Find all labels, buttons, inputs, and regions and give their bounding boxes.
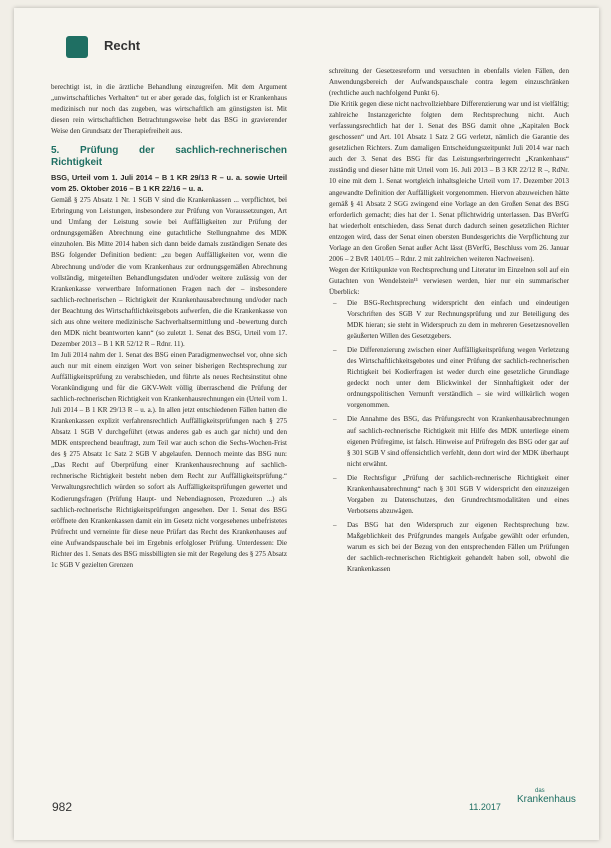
body-paragraph: schreitung der Gesetzesreform und versuchten in ebenfalls vielen Fällen, den Anwendungsbereich der Aufwandspauschale contra legem einzuschränken (rechtliche auch nachfolgend Punkt 6). <box>329 67 569 98</box>
bullet-list <box>329 298 569 575</box>
document-page <box>14 8 599 840</box>
body-paragraph: Die Kritik gegen diese nicht nachvollziehbare Differenzierung war und ist vielfältig; zahlreiche Instanzgerichte folgten dem Rechtsprechung nicht. Auch verfassungsrechtlich hat der 1. Senat des BSG damit ohne „Kapitalen Bock geschossen“ und Art. 101 Absatz 1 Satz 2 GG verletzt, nämlich die Garantie des gesetzlichen Richters. Zum damaligen Entscheidungszeitpunkt Juli 2014 war nach auch der 3. Senat des BSG für das Leistungserbringerrecht „Krankenhaus“ zuständig und dieser hätte mit Urteil vom 16. Juli 2013 – B 3 KR 22/12 R –, RdNr. 10 eine mit dem 1. Senat wortgleich inhaltsgleiche Urteil vom 17. Dezember 2013 angewandte Definition der Auffälligkeit vorgenommen. Hiervon abzuweichen hätte gemäß § 41 Absatz 2 SGG zwingend eine Vorlage an den Großen Senat des BSG erforderlich gemacht; dies hat der 1. Senat pflichtwidrig unterlassen. Das BVerfG hat wiederholt entschieden, dass Senat durch dadurch seinen gesetzlichen Richter entzogen wird, dass der Senat einen obersten Bundesgerichts die Verpflichtung zur Vorlage an den Großen Senat außer Acht lässt (BVerfG, Beschluss vom 26. Januar 2006 – 2 BvR 1401/05 – Rdnr. 2 mit zahlreichen weiteren Nachweisen). <box>329 100 569 263</box>
magazine-logo <box>517 788 576 805</box>
list-item: – Die Annahme des BSG, das Prüfungsrecht von Krankenhausabrechnungen auf sachlich-rechnerische Richtigkeit mit Hilfe des MDK unterliege einem eigenen Prüfregime, ist falsch. Hinweise auf Prüfregeln des BSG oder gar auf § 301 SGB V sind offensichtlich verfehlt, denn dort wird der MDK überhaupt nicht erwähnt. <box>329 414 569 469</box>
page-number: 982 <box>52 800 73 814</box>
right-column <box>329 66 569 578</box>
body-paragraph: Wegen der Kritikpunkte von Rechtsprechung und Literatur im Einzelnen soll auf ein Gutachten von Wendelstein¹¹ verwiesen werden, hier nur ein summarischer Überblick: <box>329 265 569 296</box>
section-marker-icon <box>66 36 88 58</box>
body-paragraph: Im Juli 2014 nahm der 1. Senat des BSG einen Paradigmenwechsel vor, ohne sich auch nur mit einem einzigen Wort von seiner bisherigen Rechtsprechung zur Auffälligkeitsprüfung zu verabschieden, und führte als neues Rechtsinstitut ohne Vorankündigung und für die GKV-Welt völlig überraschend die Prüfung der sachlich-rechnerischen Richtigkeit von Krankenhausrechnungen ein (Urteil vom 1. Juli 2014 – B 1 KR 29/13 R – u. a.). In allen jetzt entschiedenen Fällen hatten die Krankenkassen explizit verfahrensrechtlich Auffälligkeitsprüfungen nach § 275 Absatz 1 SGB V durchgeführt (etwas anderes gab es auch gar nicht) und den MDK entsprechend beauftragt, zum Teil war auch schon die Sechs-Wochen-Frist des § 275 Absatz 1c Satz 2 SGB V abgelaufen. Dennoch meinte das BSG nun: „Das Recht auf Überprüfung einer Krankenhausrechnung auf sachlich-rechnerische Richtigkeit besteht neben dem Recht zur Auffälligkeitsprüfung.“ Verwaltungsrechtlich würden so sofort als Auffälligkeitsprüfungen gewertet und Kodierungsfragen (Prüfung Haupt- und Nebendiagnosen, Prozeduren ...) als sachlich-rechnerische Richtigkeitsprüfungen angesehen. Der 1. Senat des BSG eröffnete den Krankenkassen damit ein im Gesetz nicht vorgesehenes unbefristetes Prüfrecht und verneinte für diese neue Prüfart das Recht des Krankenhauses auf eine Aufwandspauschale bei im Ergebnis erfolgloser Prüfung. Unterdessen: Die Richter des 1. Senats des BSG missbilligten sie mit der Regelung des § 275 Absatz 1c SGB V gezielten Grenzen <box>51 350 287 569</box>
list-item: – Die Differenzierung zwischen einer Auffälligkeitsprüfung wegen Verletzung des Wirtschaftlichkeitsgebotes und einer Prüfung der sachlich-rechnerischen Richtigkeit bei Kodierfragen ist weder durch eine gesetzliche Grundlage gedeckt noch unter dem Blickwinkel der Sinnhaftigkeit oder der ordnungspolitischen Vernunft verständlich – sie wird willkürlich wogen vorgenommen. <box>329 345 569 411</box>
list-item: – Das BSG hat den Widerspruch zur eigenen Rechtsprechung bzw. Maßgeblichkeit des Prüfgrundes mangels Aufgabe gewählt oder erfunden, warum es sich bei der Bezug von den entsprechenden Fällen um Prüfungen der sachlich-rechnerischen Richtigkeit gehandelt haben soll, obwohl die Krankenkassen <box>329 520 569 575</box>
body-paragraph: Gemäß § 275 Absatz 1 Nr. 1 SGB V sind die Krankenkassen ... verpflichtet, bei Erbringung von Leistungen, insbesondere zur Prüfung von Voraussetzungen, Art und Umfang der Leistung sowie bei Auffälligkeiten zur Prüfung der ordnungsgemäßen Abrechnung eine gutachtliche Stellungnahme des MDK einzuholen. Bis Mitte 2014 haben sich dann beide damals zuständigen Senate des BSG folgender Definition bedient: „zu begen Auffälligkeiten vor, wenn die Abrechnung und/oder die vom Krankenhaus zur ordnungsgemäßen Abrechnung vollständig, mitgeteilten Behandlungsdaten und/oder weitere zulässig von der Krankenkasse verwertbare Informationen Fragen nach der – insbesondere sachlich-rechnerischen – Richtigkeit der Krankenhausabrechnung und/oder nach der Beachtung des Wirtschaftlichkeitsgebots aufwerfen, die die Krankenkasse von sich aus ohne weitere medizinische Sachverhaltsermittlung und -bewertung durch den MDK nicht beantworten kann“ (so zuletzt 1. Senat des BSG, Urteil vom 17. Dezember 2013 – B 1 KR 52/12 R – Rdnr. 11). <box>51 196 287 348</box>
left-column <box>51 82 287 571</box>
section-title: Recht <box>104 38 141 53</box>
logo-text: Krankenhaus <box>517 794 576 805</box>
section-subheading: BSG, Urteil vom 1. Juli 2014 – B 1 KR 29/13 R – u. a. sowie Urteil vom 25. Oktober 2016 – B 1 KR 22/16 – u. a. <box>51 173 287 194</box>
logo-small-text: das <box>535 788 545 794</box>
intro-paragraph: berechtigt ist, in die ärztliche Behandlung einzugreifen. Mit dem Argument „unwirtschaftliches Verhalten“ tut er aber gerade das, folglich ist er Krankenhaus medizinisch nur noch das zugeben, was wirtschaftlich am günstigsten ist. Mit diesen rein wirtschaftlichen Betrachtungsweise hebt das BSG in gravierender Weise den Grundsatz der Therapiefreiheit aus. <box>51 83 287 136</box>
list-item: – Die BSG-Rechtsprechung widerspricht den einfach und eindeutigen Vorschriften des SGB V zur Rechnungsprüfung und zur Beteiligung des MDK hieran; sie steht in Widerspruch zu dem in mehreren Gesetzesnovellen geäußerten Willen des Gesetzgebers. <box>329 298 569 342</box>
list-item: – Die Rechtsfigur „Prüfung der sachlich-rechnerische Richtigkeit einer Krankenhausabrechnung“ nach § 301 SGB V widerspricht den einzuzeigen Vorgaben zu Datenschutzes, den Grundrechtsmodalitäten und eines Verbotsens abzuwägen. <box>329 473 569 517</box>
section-heading: 5. Prüfung der sachlich-rechnerischen Richtigkeit <box>51 145 287 169</box>
issue-label: 11.2017 <box>469 802 501 812</box>
